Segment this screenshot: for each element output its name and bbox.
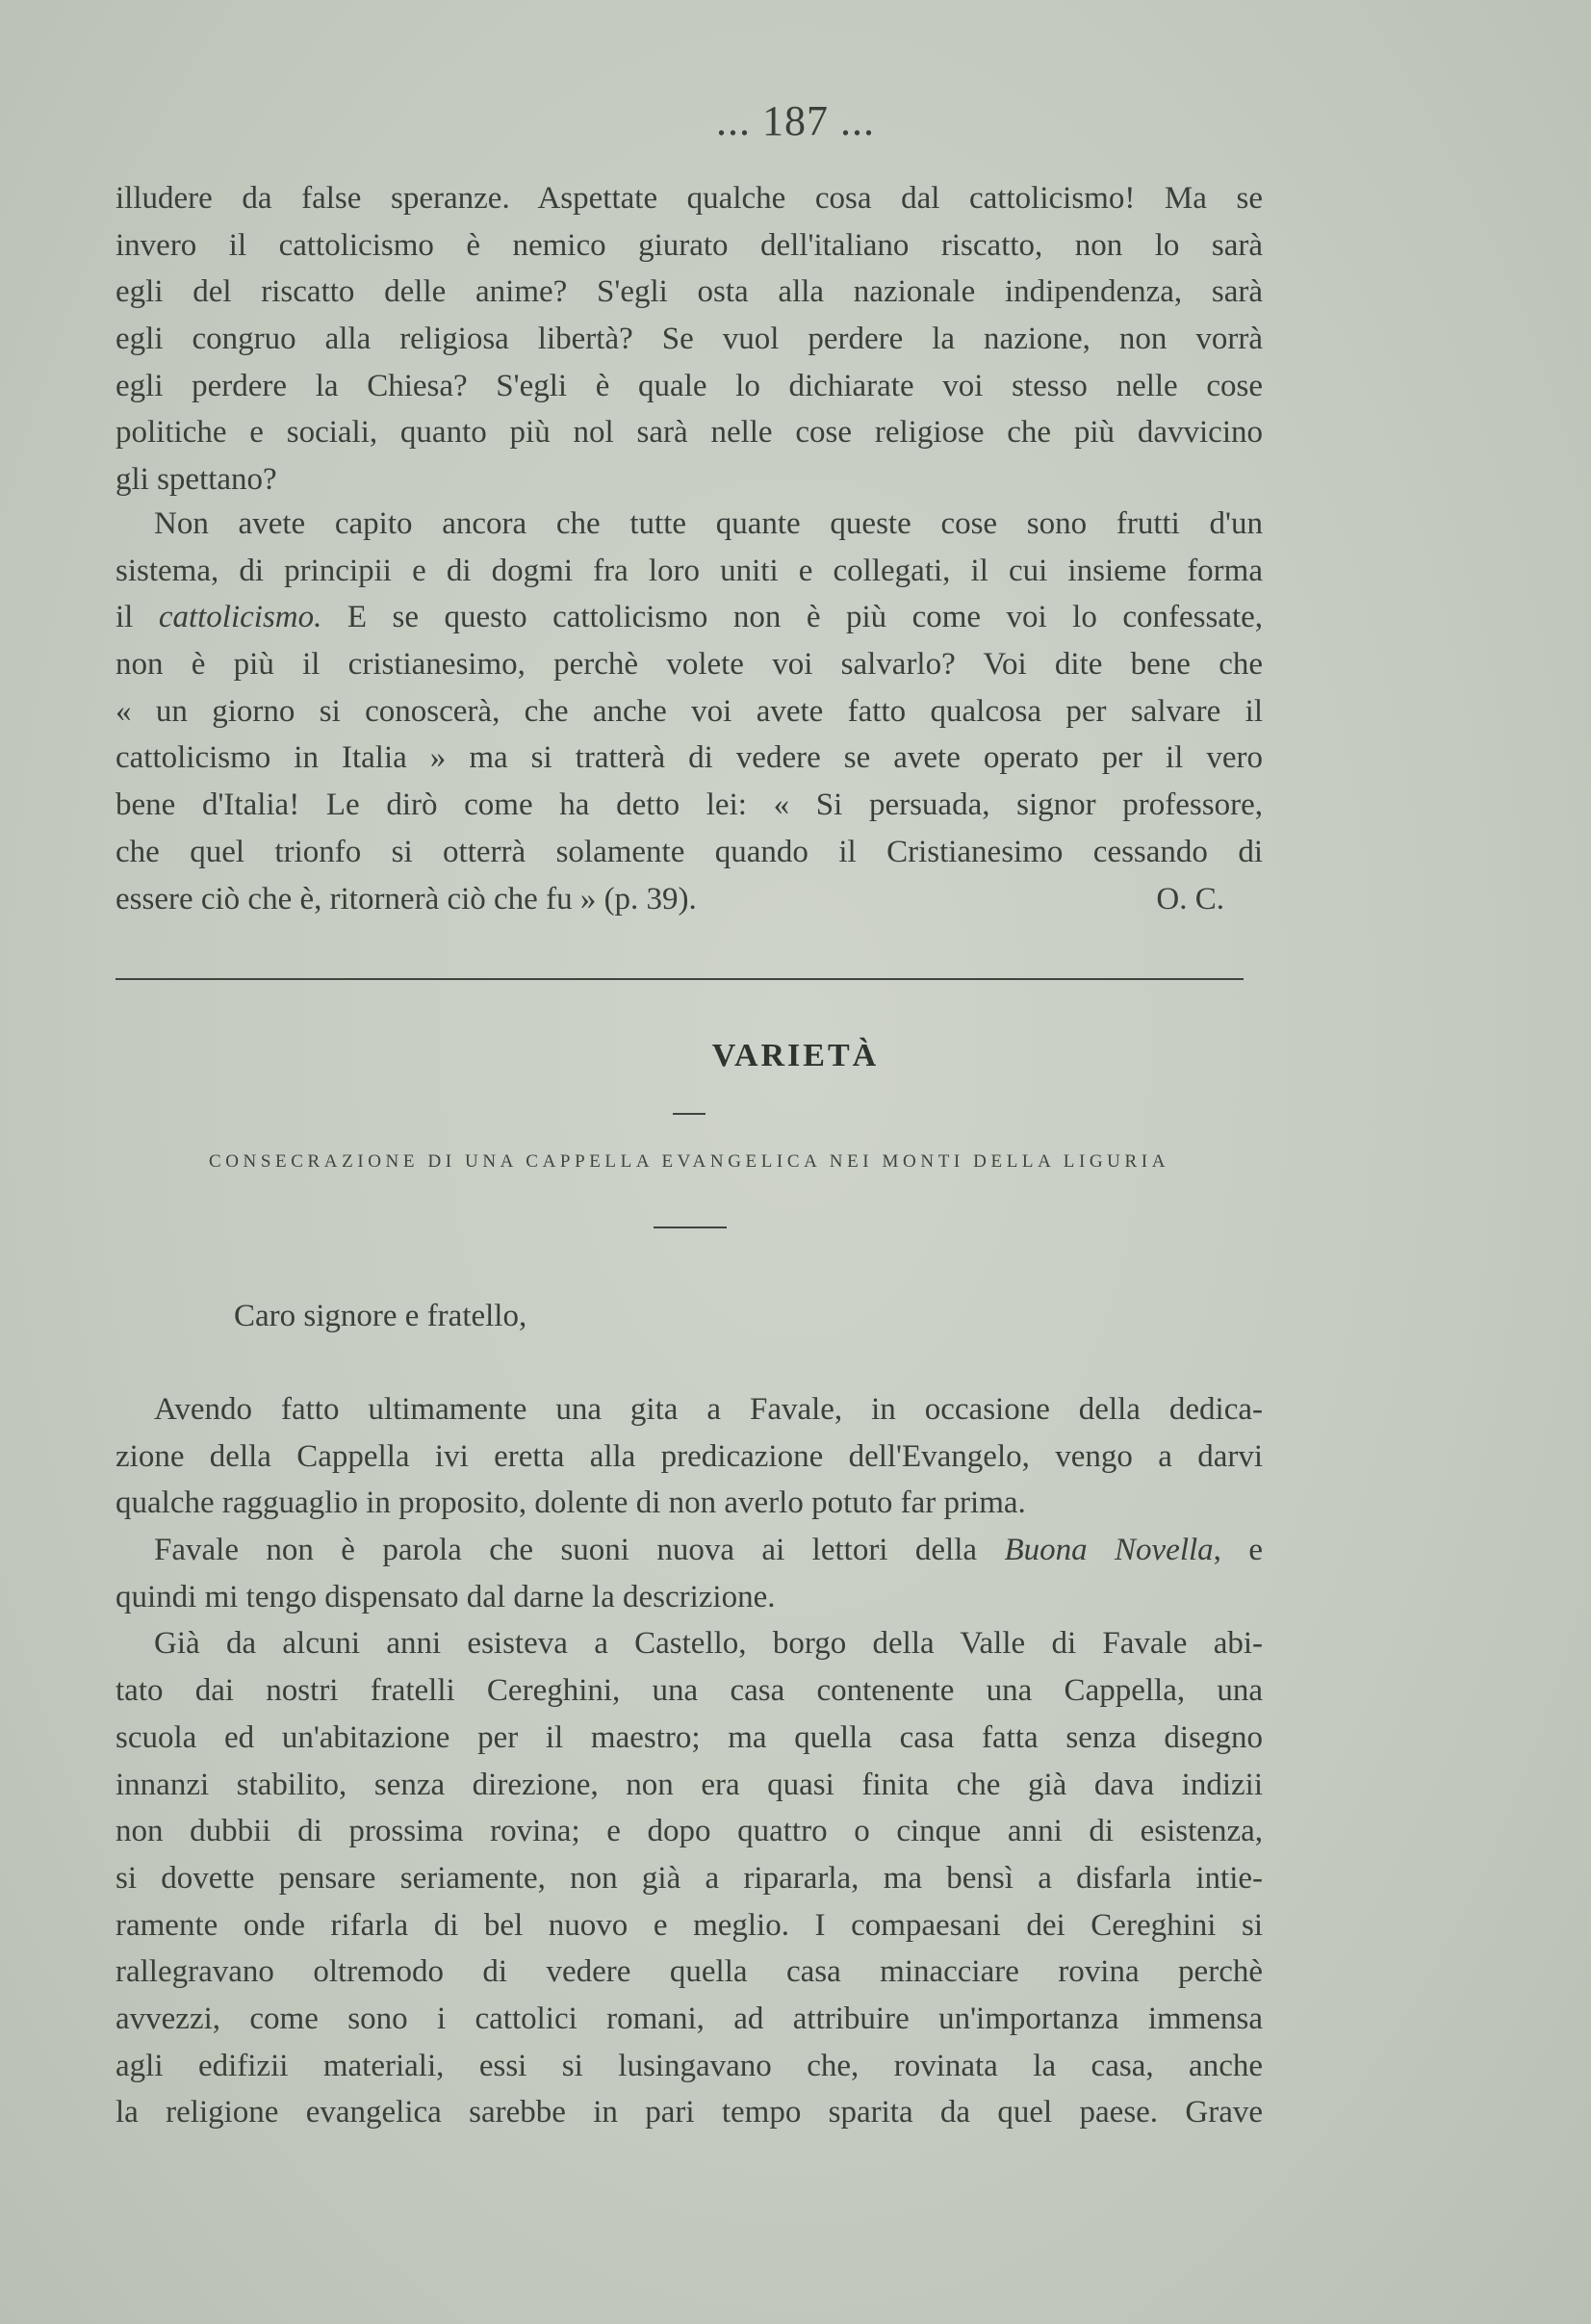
text-line: Non avete capito ancora che tutte quante queste cose sono frutti d'un — [154, 506, 1263, 541]
article-subtitle: CONSECRAZIONE DI UNA CAPPELLA EVANGELICA NEI MONTI DELLA LIGURIA — [208, 1151, 1170, 1172]
text-line-with-italic — [115, 1527, 1263, 1574]
text-fragment: E se questo cattolicismo non è più come voi lo confessate, — [346, 600, 1264, 635]
text-line: avvezzi, come sono i cattolici romani, ad attribuire un'importanza immensa — [115, 2001, 1263, 2036]
text-line: egli congruo alla religiosa libertà? Se vuol perdere la nazione, non vorrà — [115, 322, 1263, 357]
text-line: tato dai nostri fratelli Cereghini, una casa contenente una Cappella, una — [115, 1673, 1263, 1709]
text-line-with-italic — [115, 594, 1263, 641]
text-line: innanzi stabilito, senza direzione, non era quasi finita che già dava indizii — [115, 1767, 1263, 1802]
title-dash — [673, 1113, 706, 1115]
text-line: agli edifizii materiali, essi si lusingavano che, rovinata la casa, anche — [115, 2048, 1263, 2083]
text-fragment: , e — [1213, 1533, 1263, 1568]
text-line: illudere da false speranze. Aspettate qualche cosa dal cattolicismo! Ma se — [115, 181, 1263, 216]
text-line-with-signature — [115, 876, 1263, 923]
italic-term: cattolicismo. — [158, 600, 322, 635]
paragraph-non-avete — [115, 501, 1263, 922]
paragraph-continuation — [115, 175, 1263, 504]
text-line: gli spettano? — [115, 462, 277, 498]
text-line: sistema, di principii e di dogmi fra loro uniti e collegati, il cui insieme forma — [115, 553, 1263, 588]
text-line: « un giorno si conoscerà, che anche voi avete fatto qualcosa per salvare il — [115, 693, 1263, 729]
author-signature: O. C. — [1156, 881, 1224, 917]
text-line: scuola ed un'abitazione per il maestro; ma quella casa fatta senza disegno — [115, 1719, 1263, 1755]
text-line: egli perdere la Chiesa? S'egli è quale lo dichiarate voi stesso nelle cose — [115, 368, 1263, 403]
section-title: VARIETÀ — [711, 1038, 880, 1073]
text-line: ramente onde rifarla di bel nuovo e meglio. I compaesani dei Cereghini si — [115, 1907, 1263, 1943]
text-line: qualche ragguaglio in proposito, dolente di non averlo potuto far prima. — [115, 1485, 1026, 1521]
text-line: che quel trionfo si otterrà solamente quando il Cristianesimo cessando di — [115, 834, 1263, 869]
letter-salutation: Caro signore e fratello, — [234, 1299, 527, 1333]
text-line: non è più il cristianesimo, perchè volete voi salvarlo? Voi dite bene che — [115, 647, 1263, 683]
section-divider — [115, 978, 1244, 980]
italic-title: Buona Novella — [1004, 1533, 1214, 1568]
text-line: Già da alcuni anni esisteva a Castello, borgo della Valle di Favale abi- — [154, 1626, 1263, 1662]
text-line: rallegravano oltremodo di vedere quella casa minacciare rovina perchè — [115, 1954, 1263, 1990]
text-line: non dubbii di prossima rovina; e dopo quattro o cinque anni di esistenza, — [115, 1814, 1263, 1849]
text-line: egli del riscatto delle anime? S'egli osta alla nazionale indipendenza, sarà — [115, 274, 1263, 310]
text-line: politiche e sociali, quanto più nol sarà nelle cose religiose che più davvicino — [115, 415, 1263, 451]
text-line: bene d'Italia! Le dirò come ha detto lei: « Si persuada, signor professore, — [115, 788, 1263, 823]
text-line: Avendo fatto ultimamente una gita a Favale, in occasione della dedica- — [154, 1392, 1263, 1427]
text-line: si dovette pensare seriamente, non già a ripararla, ma bensì a disfarla intie- — [115, 1860, 1263, 1896]
text-fragment: Favale non è parola che suoni nuova ai lettori della — [154, 1533, 978, 1568]
text-line: invero il cattolicismo è nemico giurato dell'italiano riscatto, non lo sarà — [115, 227, 1263, 263]
text-fragment: il — [115, 600, 134, 635]
subtitle-rule — [654, 1227, 727, 1228]
text-line: quindi mi tengo dispensato dal darne la descrizione. — [115, 1579, 776, 1614]
text-line: la religione evangelica sarebbe in pari tempo sparita da quel paese. Grave — [115, 2095, 1263, 2130]
text-line: cattolicismo in Italia » ma si tratterà di vedere se avete operato per il vero — [115, 740, 1263, 776]
page-number: ... 187 ... — [716, 97, 875, 144]
text-line: zione della Cappella ivi eretta alla predicazione dell'Evangelo, vengo a darvi — [115, 1438, 1263, 1474]
text-fragment: essere ciò che è, ritornerà ciò che fu » (p. 39). — [115, 881, 697, 917]
letter-body — [115, 1386, 1263, 2136]
